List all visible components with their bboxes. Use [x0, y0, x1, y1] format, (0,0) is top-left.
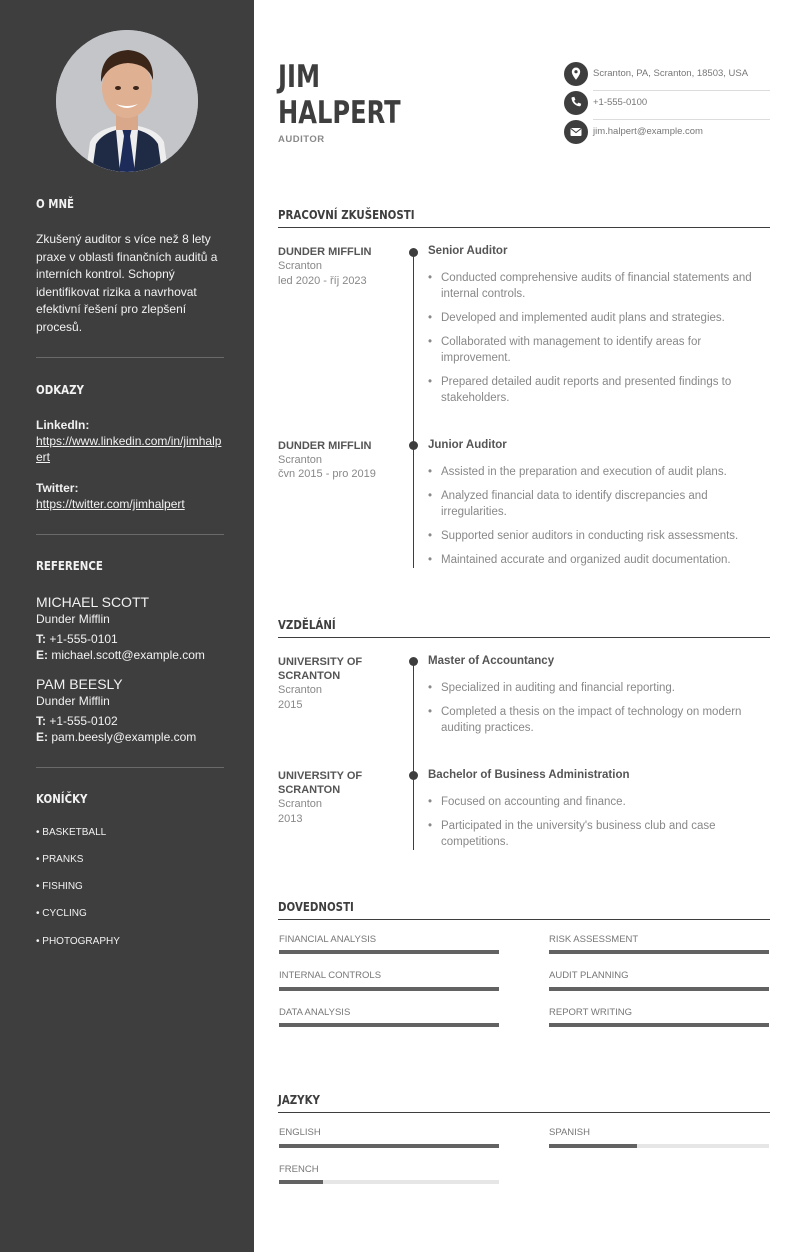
school-name: UNIVERSITY OF SCRANTON [278, 656, 363, 682]
about-heading: O MNĚ [36, 196, 75, 211]
list-item: • Supported senior auditors in conducting risk assessments. [428, 528, 768, 544]
profile-photo-icon [56, 30, 198, 172]
language-label: FRENCH [279, 1164, 319, 1175]
language-bar [279, 1180, 499, 1184]
divider [36, 357, 224, 358]
language-label: SPANISH [549, 1127, 591, 1138]
languages-heading: JAZYKY [278, 1092, 320, 1107]
list-item: • Collaborated with management to identify areas for improvement. [428, 334, 768, 366]
list-item: • Focused on accounting and finance. [428, 794, 768, 810]
hobby-item: • PRANKS [36, 854, 84, 865]
references-heading: REFERENCE [36, 558, 103, 573]
timeline-dot [409, 771, 418, 780]
school-location: Scranton [278, 684, 323, 696]
degree-title: Master of Accountancy [428, 655, 555, 667]
skill-bar [549, 987, 769, 991]
reference-name: PAM BEESLY [36, 676, 123, 692]
sidebar [0, 0, 254, 1252]
school-name: UNIVERSITY OF SCRANTON [278, 770, 363, 796]
reference-company: Dunder Mifflin [36, 612, 110, 626]
company-name: DUNDER MIFFLIN [278, 246, 372, 258]
envelope-icon [564, 120, 588, 144]
twitter-label: Twitter: [36, 481, 79, 495]
divider [36, 534, 224, 535]
avatar [56, 30, 198, 172]
email-text[interactable]: jim.halpert@example.com [593, 126, 703, 137]
linkedin-label: LinkedIn: [36, 418, 90, 432]
list-item: • Prepared detailed audit reports and presented findings to stakeholders. [428, 374, 768, 406]
list-item: • Assisted in the preparation and execution of audit plans. [428, 464, 768, 480]
language-bar [279, 1144, 499, 1148]
twitter-link[interactable]: https://twitter.com/jimhalpert [36, 497, 185, 511]
language-bar [549, 1144, 769, 1148]
skill-bar [549, 950, 769, 954]
list-item: • Specialized in auditing and financial reporting. [428, 680, 768, 696]
skill-bar [549, 1023, 769, 1027]
list-item: • Developed and implemented audit plans and strategies. [428, 310, 768, 326]
timeline-dot [409, 248, 418, 257]
reference-phone: T: +1-555-0101 [36, 632, 118, 646]
timeline-line [413, 662, 414, 850]
reference-email: E: michael.scott@example.com [36, 648, 205, 662]
job-title: AUDITOR [278, 134, 325, 145]
hobby-item: • CYCLING [36, 908, 87, 919]
job-dates: led 2020 - říj 2023 [278, 275, 367, 287]
skill-label: REPORT WRITING [549, 1007, 633, 1018]
about-text: Zkušený auditor s více než 8 lety praxe v oblasti finančních auditů a interních kontrol. Schopný identifikovat rizika a navrhovat efektivní řešení pro zlepšení procesů. [36, 232, 218, 334]
list-item: • Completed a thesis on the impact of technology on modern auditing practices. [428, 704, 768, 736]
timeline-dot [409, 657, 418, 666]
contact-email [564, 120, 770, 149]
position-title: Junior Auditor [428, 439, 507, 451]
skill-bar [279, 1023, 499, 1027]
company-location: Scranton [278, 260, 323, 272]
skill-label: AUDIT PLANNING [549, 970, 629, 981]
contact-address [564, 62, 770, 91]
phone-text: +1-555-0100 [593, 97, 648, 108]
contact-phone [564, 91, 770, 120]
section-rule [278, 227, 770, 228]
skill-label: RISK ASSESSMENT [549, 934, 639, 945]
skill-label: FINANCIAL ANALYSIS [279, 934, 377, 945]
skill-bar [279, 987, 499, 991]
links-heading: ODKAZY [36, 382, 84, 397]
graduation-year: 2013 [278, 813, 303, 825]
job-dates: čvn 2015 - pro 2019 [278, 468, 376, 480]
skill-bar [279, 950, 499, 954]
graduation-year: 2015 [278, 699, 303, 711]
phone-icon [564, 91, 588, 115]
reference-name: MICHAEL SCOTT [36, 594, 150, 610]
timeline-line [413, 252, 414, 568]
section-rule [278, 1112, 770, 1113]
list-item: • Maintained accurate and organized audit documentation. [428, 552, 768, 568]
list-item: • Analyzed financial data to identify discrepancies and irregularities. [428, 488, 768, 520]
company-name: DUNDER MIFFLIN [278, 440, 372, 452]
school-location: Scranton [278, 798, 323, 810]
hobbies-heading: KONÍČKY [36, 791, 88, 806]
hobby-item: • FISHING [36, 881, 83, 892]
company-location: Scranton [278, 454, 323, 466]
reference-email: E: pam.beesly@example.com [36, 730, 197, 744]
first-name: JIM [278, 59, 321, 95]
education-heading: VZDĚLÁNÍ [278, 617, 336, 632]
hobby-item: • BASKETBALL [36, 827, 107, 838]
reference-company: Dunder Mifflin [36, 694, 110, 708]
skill-label: DATA ANALYSIS [279, 1007, 351, 1018]
skills-heading: DOVEDNOSTI [278, 899, 354, 914]
section-rule [278, 637, 770, 638]
hobby-item: • PHOTOGRAPHY [36, 936, 120, 947]
section-rule [278, 919, 770, 920]
language-label: ENGLISH [279, 1127, 321, 1138]
degree-title: Bachelor of Business Administration [428, 769, 630, 781]
last-name: HALPERT [278, 95, 401, 131]
location-pin-icon [564, 62, 588, 86]
experience-heading: PRACOVNÍ ZKUŠENOSTI [278, 207, 415, 222]
reference-phone: T: +1-555-0102 [36, 714, 118, 728]
linkedin-link[interactable]: https://www.linkedin.com/in/jimhalpert [36, 434, 222, 464]
list-item: • Participated in the university's business club and case competitions. [428, 818, 768, 850]
address-text: Scranton, PA, Scranton, 18503, USA [593, 68, 749, 79]
divider [36, 767, 224, 768]
skill-label: INTERNAL CONTROLS [279, 970, 382, 981]
timeline-dot [409, 441, 418, 450]
list-item: • Conducted comprehensive audits of financial statements and internal controls. [428, 270, 768, 302]
position-title: Senior Auditor [428, 245, 508, 257]
